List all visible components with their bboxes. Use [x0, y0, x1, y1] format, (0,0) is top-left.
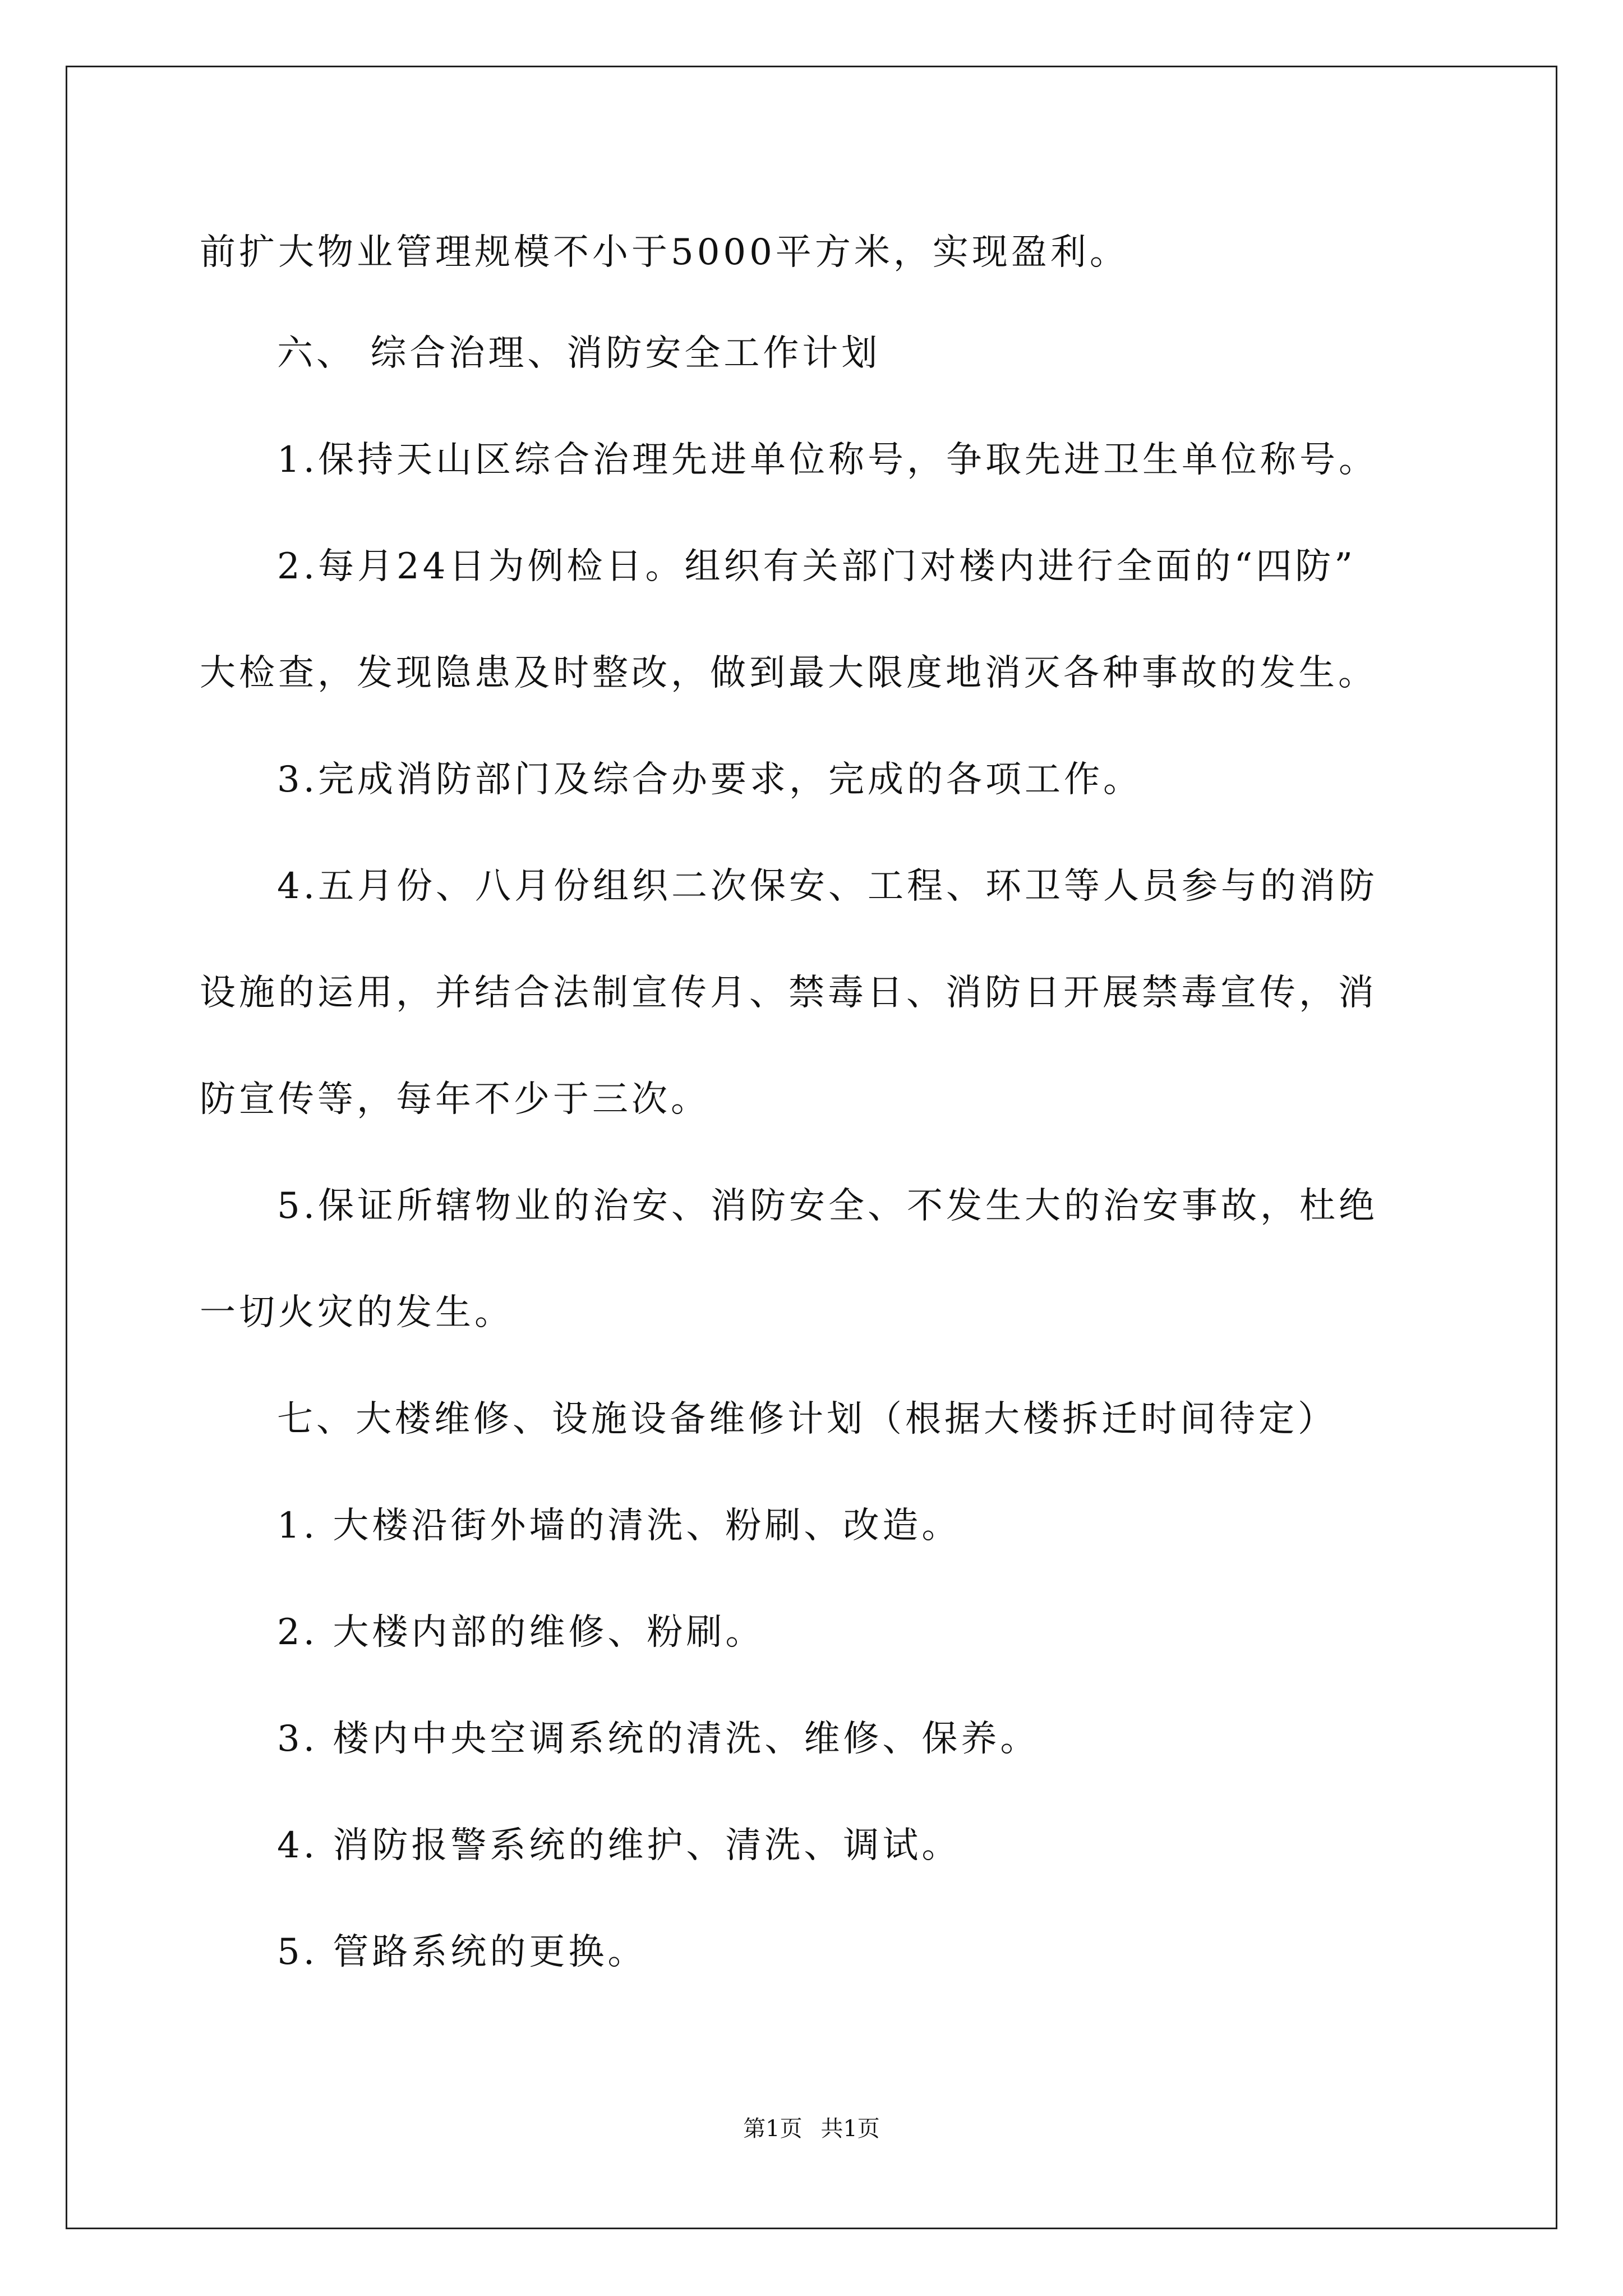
- text-line-16: 4. 消防报警系统的维护、清洗、调试。: [277, 1825, 961, 1866]
- text-line-14: 2. 大楼内部的维修、粉刷。: [277, 1612, 765, 1653]
- text-line-8: 设施的运用，并结合法制宣传月、禁毒日、消防日开展禁毒宣传，消: [200, 972, 1377, 1014]
- text-line-15: 3. 楼内中央空调系统的清洗、维修、保养。: [277, 1718, 1040, 1760]
- text-line-11: 一切火灾的发生。: [200, 1292, 514, 1333]
- text-line-1: 前扩大物业管理规模不小于5000平方米，实现盈利。: [200, 232, 1129, 273]
- text-line-17: 5. 管路系统的更换。: [277, 1931, 647, 1973]
- text-line-10: 5.保证所辖物业的治安、消防安全、不发生大的治安事故，杜绝: [277, 1185, 1378, 1227]
- page-number-total: 共1页: [820, 2116, 880, 2142]
- text-line-4: 2.每月24日为例检日。组织有关部门对楼内进行全面的“四防”: [277, 546, 1356, 587]
- text-line-7: 4.五月份、八月份组织二次保安、工程、环卫等人员参与的消防: [277, 866, 1378, 907]
- section-heading-7: 七、大楼维修、设施设备维修计划（根据大楼拆迁时间待定）: [277, 1398, 1337, 1440]
- text-line-9: 防宣传等，每年不少于三次。: [200, 1079, 710, 1120]
- section-heading-6: 六、 综合治理、消防安全工作计划: [277, 333, 881, 374]
- text-line-3: 1.保持天山区综合治理先进单位称号，争取先进卫生单位称号。: [277, 439, 1378, 481]
- page-footer: [0, 2115, 1623, 2143]
- page-number-current: 第1页: [743, 2116, 803, 2142]
- page-border: [66, 66, 1557, 2229]
- text-line-5: 大检查，发现隐患及时整改，做到最大限度地消灭各种事故的发生。: [200, 652, 1377, 694]
- text-line-6: 3.完成消防部门及综合办要求，完成的各项工作。: [277, 759, 1143, 800]
- text-line-13: 1. 大楼沿街外墙的清洗、粉刷、改造。: [277, 1505, 961, 1547]
